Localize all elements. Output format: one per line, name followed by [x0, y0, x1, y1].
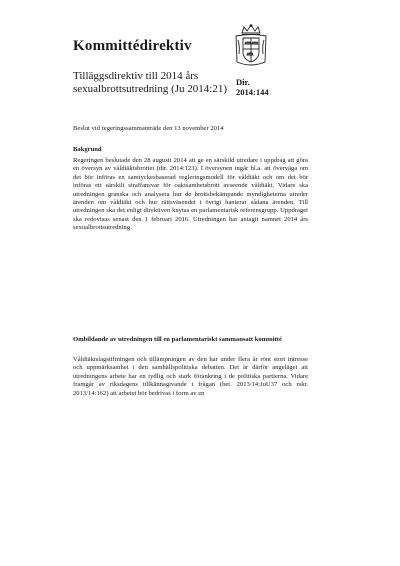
directive-number: 2014:144	[236, 87, 269, 97]
decision-line: Beslut vid regeringssammanträde den 13 november 2014	[73, 125, 224, 132]
directive-label: Dir.	[236, 77, 250, 87]
section-heading-bakgrund: Bakgrund	[73, 146, 102, 153]
swedish-coat-of-arms-icon	[233, 24, 269, 68]
section-heading-ombildande: Ombildande av utredningen till en parlamentariskt sammansatt kommitté	[73, 336, 282, 343]
document-type-heading: Kommittédirektiv	[73, 38, 192, 54]
section-text-bakgrund: Regeringen beslutade den 28 augusti 2014 att ge en särskild utredare i uppdrag att göra en översyn av våldtäktsbrottet (dir. 2014:123). I översynen ingår bl.a. att överväga om det bör införas en samtyckesbaserad regleringsmodell för våldtäkt och om det bör införas ett särskilt straffansvar för oaktsamhetsbrott avseende våldtäkt. Vidare ska utredningen granska och analysera hur de brottsbekämpande myndigheterna utreder ärenden om våldtäkt och hur rättsväsendet i övrigt hanterar sådana ärenden. Till utredningen ska det enligt direktiven knytas en parlamentarisk referensgrupp. Uppdraget ska redovisas senast den 1 februari 2016. Utredningen har antagit namnet 2014 års sexualbrottsutredning.	[73, 157, 308, 232]
document-title: Tilläggsdirektiv till 2014 års sexualbrottsutredning (Ju 2014:21)	[73, 70, 227, 95]
section-text-ombildande: Våldtäktslagstiftningen och tillämpningen av den har under flera år rönt stort intresse och uppmärksamhet i den samhällspolitiska debatten. Det är därför angeläget att utredningens arbete har en tydlig och stark förankring i de politiska partierna. Vidare framgår av riksdagens tillkännagivande i frågan (bet. 2013/14:JuU37 och rskr. 2013/14:162) att arbetet bör bedrivas i form av en	[73, 356, 308, 397]
directive-number-block	[236, 77, 269, 97]
